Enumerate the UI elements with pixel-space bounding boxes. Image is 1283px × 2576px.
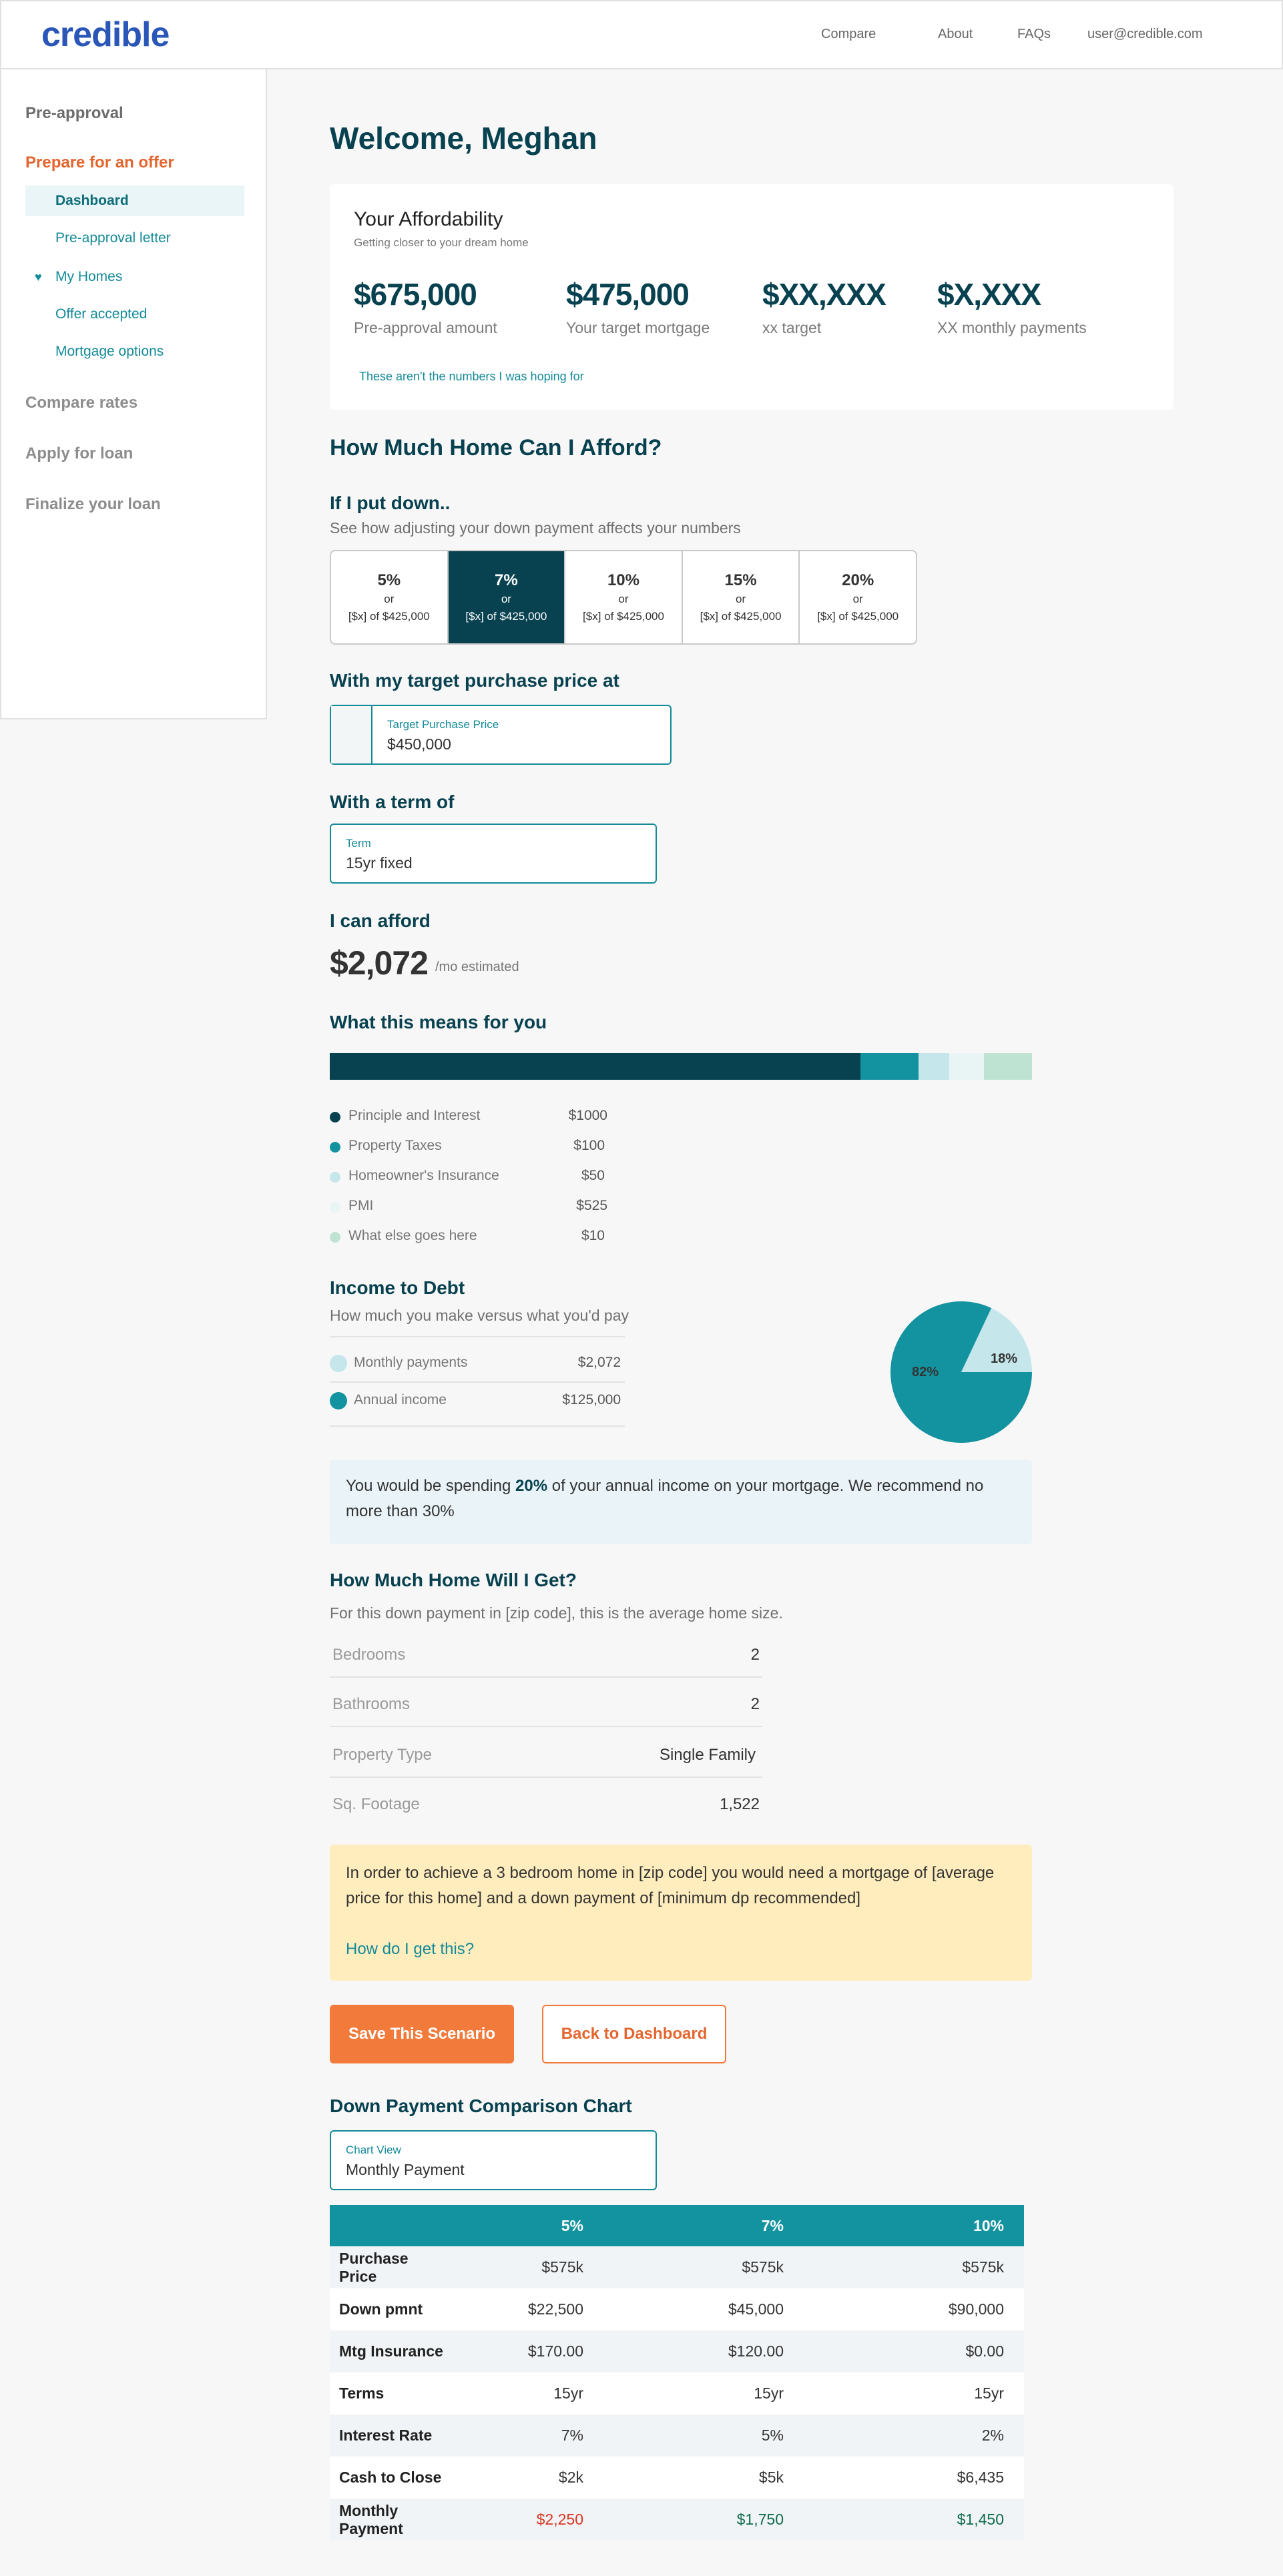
table-cell: $1,450 (804, 2499, 1024, 2541)
option-amount: [$x] of $425,000 (700, 610, 782, 623)
down-payment-option-10[interactable] (565, 551, 683, 643)
save-scenario-button[interactable]: Save This Scenario (330, 2005, 514, 2063)
table-cell: $2,250 (463, 2499, 603, 2541)
table-row (330, 2499, 1024, 2541)
numbers-not-expected-link[interactable]: These aren't the numbers I was hoping for (359, 370, 584, 383)
divider (330, 1726, 762, 1727)
insurance-dot-icon (330, 1172, 340, 1183)
legend-label-insurance: Homeowner's Insurance (348, 1168, 499, 1183)
can-afford-amount: $2,072 (330, 944, 428, 982)
divider (330, 1676, 762, 1678)
row-label: Interest Rate (330, 2414, 463, 2457)
table-cell: 15yr (804, 2372, 1024, 2414)
table-header-row (330, 2205, 1024, 2246)
table-cell: 7% (463, 2414, 603, 2457)
sidebar-item-label: Mortgage options (55, 344, 164, 359)
legend-value-pmi: $525 (576, 1198, 607, 1213)
field-label: Target Purchase Price (387, 718, 499, 731)
home-section-title: How Much Home Will I Get? (330, 1570, 577, 1590)
target-purchase-price-field[interactable] (330, 705, 672, 765)
option-or: or (852, 593, 863, 605)
table-cell: $2k (463, 2457, 603, 2499)
income-row-label-annual: Annual income (354, 1392, 447, 1407)
sidebar-section-preapproval[interactable]: Pre-approval (25, 104, 123, 122)
home-row-label-type: Property Type (332, 1746, 432, 1764)
legend-value-insurance: $50 (581, 1168, 605, 1183)
income-note-pre: You would be spending (346, 1477, 515, 1495)
sidebar-item-label: Pre-approval letter (55, 230, 171, 246)
nav-faqs-link[interactable]: FAQs (1017, 27, 1051, 41)
table-header (330, 2205, 463, 2246)
affordability-subtitle: Getting closer to your dream home (354, 236, 529, 249)
home-row-label-sqft: Sq. Footage (332, 1795, 420, 1813)
row-label: Terms (330, 2372, 463, 2414)
option-or: or (501, 593, 511, 605)
field-value: Monthly Payment (346, 2161, 465, 2178)
principle-dot-icon (330, 1112, 340, 1122)
legend-label-taxes: Property Taxes (348, 1138, 442, 1153)
down-payment-subtitle: See how adjusting your down payment affects your numbers (330, 519, 741, 537)
heart-icon: ♥ (35, 270, 42, 284)
down-payment-option-20[interactable] (800, 551, 916, 643)
comparison-table (330, 2205, 1024, 2541)
preapproval-amount-label: Pre-approval amount (354, 319, 497, 336)
home-row-value-sqft: 1,522 (719, 1795, 760, 1813)
divider (330, 1777, 762, 1778)
option-percent: 20% (842, 571, 874, 589)
income-note-percent: 20% (515, 1477, 548, 1495)
can-afford-unit: /mo estimated (435, 960, 519, 974)
row-label: Cash to Close (330, 2457, 463, 2499)
table-cell: $5k (603, 2457, 804, 2499)
income-row-value-monthly: $2,072 (577, 1355, 621, 1370)
breakdown-bar-segment-2 (919, 1053, 949, 1080)
field-value: $450,000 (387, 735, 451, 753)
divider (330, 1381, 625, 1383)
income-row-value-annual: $125,000 (562, 1392, 621, 1407)
down-payment-selector (330, 550, 917, 645)
table-cell: 5% (603, 2414, 804, 2457)
nav-user-account[interactable]: user@credible.com (1087, 27, 1203, 41)
table-row (330, 2330, 1024, 2372)
back-to-dashboard-button[interactable]: Back to Dashboard (542, 2005, 726, 2063)
top-navigation (0, 0, 1283, 69)
sidebar-section-finalize-loan[interactable]: Finalize your loan (25, 495, 161, 513)
table-cell: $1,750 (603, 2499, 804, 2541)
xx-target-label: xx target (762, 319, 822, 336)
table-cell: $6,435 (804, 2457, 1024, 2499)
income-debt-pie-chart (889, 1300, 1033, 1444)
breakdown-bar-segment-4 (984, 1053, 1032, 1080)
home-row-value-bathrooms: 2 (750, 1695, 760, 1713)
field-label: Chart View (346, 2144, 401, 2156)
home-row-label-bedrooms: Bedrooms (332, 1646, 406, 1664)
legend-label-pmi: PMI (348, 1198, 374, 1213)
target-mortgage-value: $475,000 (566, 277, 689, 312)
target-mortgage-label: Your target mortgage (566, 319, 710, 336)
nav-about-link[interactable]: About (938, 27, 973, 41)
option-percent: 5% (377, 571, 401, 589)
home-row-label-bathrooms: Bathrooms (332, 1695, 411, 1713)
row-label: Mtg Insurance (330, 2330, 463, 2372)
home-section-subtitle: For this down payment in [zip code], this is the average home size. (330, 1604, 783, 1622)
target-price-title: With my target purchase price at (330, 670, 619, 691)
price-field-prefix (331, 706, 372, 763)
legend-label-other: What else goes here (348, 1228, 477, 1243)
means-title: What this means for you (330, 1012, 547, 1032)
down-payment-title: If I put down.. (330, 493, 451, 513)
income-debt-subtitle: How much you make versus what you'd pay (330, 1307, 629, 1324)
pie-label-annual-income: 82% (912, 1365, 939, 1379)
option-amount: [$x] of $425,000 (348, 610, 430, 623)
option-or: or (384, 593, 395, 605)
legend-value-taxes: $100 (573, 1138, 605, 1153)
taxes-dot-icon (330, 1142, 340, 1153)
sidebar-item-label: Offer accepted (55, 306, 148, 322)
option-or: or (618, 593, 629, 605)
table-cell: $575k (804, 2246, 1024, 2288)
option-amount: [$x] of $425,000 (465, 610, 547, 623)
monthly-payments-value: $X,XXX (937, 277, 1041, 312)
option-amount: [$x] of $425,000 (817, 610, 899, 623)
table-cell: $45,000 (603, 2288, 804, 2330)
income-row-label-monthly: Monthly payments (354, 1355, 468, 1370)
home-row-value-bedrooms: 2 (750, 1646, 760, 1664)
option-percent: 15% (724, 571, 757, 589)
sidebar (0, 69, 267, 719)
sidebar-item-my-homes[interactable] (25, 262, 244, 292)
can-afford-title: I can afford (330, 910, 431, 931)
down-payment-option-7[interactable] (449, 551, 566, 643)
affordability-card (330, 184, 1174, 410)
row-label: Monthly Payment (330, 2499, 463, 2541)
sidebar-item-preapproval-letter[interactable] (25, 223, 244, 254)
monthly-payments-dot-icon (330, 1355, 347, 1372)
pmi-dot-icon (330, 1202, 340, 1213)
term-title: With a term of (330, 791, 455, 812)
row-label: Purchase Price (330, 2246, 463, 2288)
table-cell: $90,000 (804, 2288, 1024, 2330)
home-row-value-type: Single Family (659, 1746, 756, 1764)
legend-label-principle: Principle and Interest (348, 1108, 481, 1123)
table-cell: 15yr (603, 2372, 804, 2414)
breakdown-bar-segment-0 (330, 1053, 860, 1080)
option-percent: 7% (495, 571, 518, 589)
field-label: Term (346, 837, 371, 850)
sidebar-item-offer-accepted[interactable] (25, 299, 244, 330)
table-header: 5% (463, 2205, 603, 2246)
preapproval-amount-value: $675,000 (354, 277, 477, 312)
credible-logo[interactable]: credible (41, 15, 170, 54)
term-select[interactable] (330, 824, 657, 884)
sidebar-item-dashboard[interactable] (25, 186, 244, 216)
table-header: 10% (804, 2205, 1024, 2246)
sidebar-section-compare-rates[interactable]: Compare rates (25, 394, 138, 412)
sidebar-item-label: My Homes (55, 269, 123, 284)
table-cell: 15yr (463, 2372, 603, 2414)
option-amount: [$x] of $425,000 (583, 610, 664, 623)
sidebar-section-apply-loan[interactable]: Apply for loan (25, 444, 134, 462)
breakdown-bar-segment-3 (949, 1053, 985, 1080)
income-debt-title: Income to Debt (330, 1277, 465, 1298)
comparison-title: Down Payment Comparison Chart (330, 2096, 632, 2116)
table-header: 7% (603, 2205, 804, 2246)
nav-compare-link[interactable]: Compare (821, 27, 876, 41)
sidebar-section-prepare-offer[interactable]: Prepare for an offer (25, 153, 174, 172)
divider (330, 1425, 625, 1427)
income-note-post: of your annual income on your mortgage. We recommend no more than 30% (346, 1477, 984, 1520)
option-percent: 10% (607, 571, 639, 589)
breakdown-bar-segment-1 (860, 1053, 918, 1080)
other-dot-icon (330, 1232, 340, 1243)
divider (330, 1336, 625, 1337)
sidebar-item-label: Dashboard (55, 193, 129, 208)
table-cell: $22,500 (463, 2288, 603, 2330)
income-note (330, 1460, 1032, 1544)
annual-income-dot-icon (330, 1392, 347, 1409)
down-payment-option-15[interactable] (683, 551, 800, 643)
table-cell: $170.00 (463, 2330, 603, 2372)
table-row (330, 2372, 1024, 2414)
xx-target-value: $XX,XXX (762, 277, 886, 312)
monthly-payments-label: XX monthly payments (937, 319, 1087, 336)
chart-view-select[interactable] (330, 2130, 657, 2190)
table-row (330, 2414, 1024, 2457)
down-payment-option-5[interactable] (331, 551, 449, 643)
home-note-text: In order to achieve a 3 bedroom home in [zip code] you would need a mortgage of [average price for this home] and a down payment of [minimum dp recommended] (346, 1864, 995, 1907)
affordability-title: Your Affordability (354, 208, 503, 230)
table-row (330, 2246, 1024, 2288)
table-cell: $120.00 (603, 2330, 804, 2372)
table-cell: 2% (804, 2414, 1024, 2457)
table-cell: $0.00 (804, 2330, 1024, 2372)
page-title: Welcome, Meghan (330, 121, 597, 155)
table-row (330, 2288, 1024, 2330)
field-value: 15yr fixed (346, 854, 413, 872)
legend-value-other: $10 (581, 1228, 605, 1243)
table-cell: $575k (603, 2246, 804, 2288)
home-recommendation-note (330, 1845, 1032, 1981)
how-do-i-get-this-link[interactable]: How do I get this? (346, 1940, 475, 1958)
table-row (330, 2457, 1024, 2499)
afford-section-title: How Much Home Can I Afford? (330, 435, 662, 460)
pie-label-monthly-payments: 18% (991, 1351, 1018, 1366)
legend-value-principle: $1000 (568, 1108, 607, 1123)
option-or: or (736, 593, 746, 605)
row-label: Down pmnt (330, 2288, 463, 2330)
table-cell: $575k (463, 2246, 603, 2288)
sidebar-item-mortgage-options[interactable] (25, 336, 244, 367)
payment-breakdown-bar (330, 1053, 1032, 1080)
